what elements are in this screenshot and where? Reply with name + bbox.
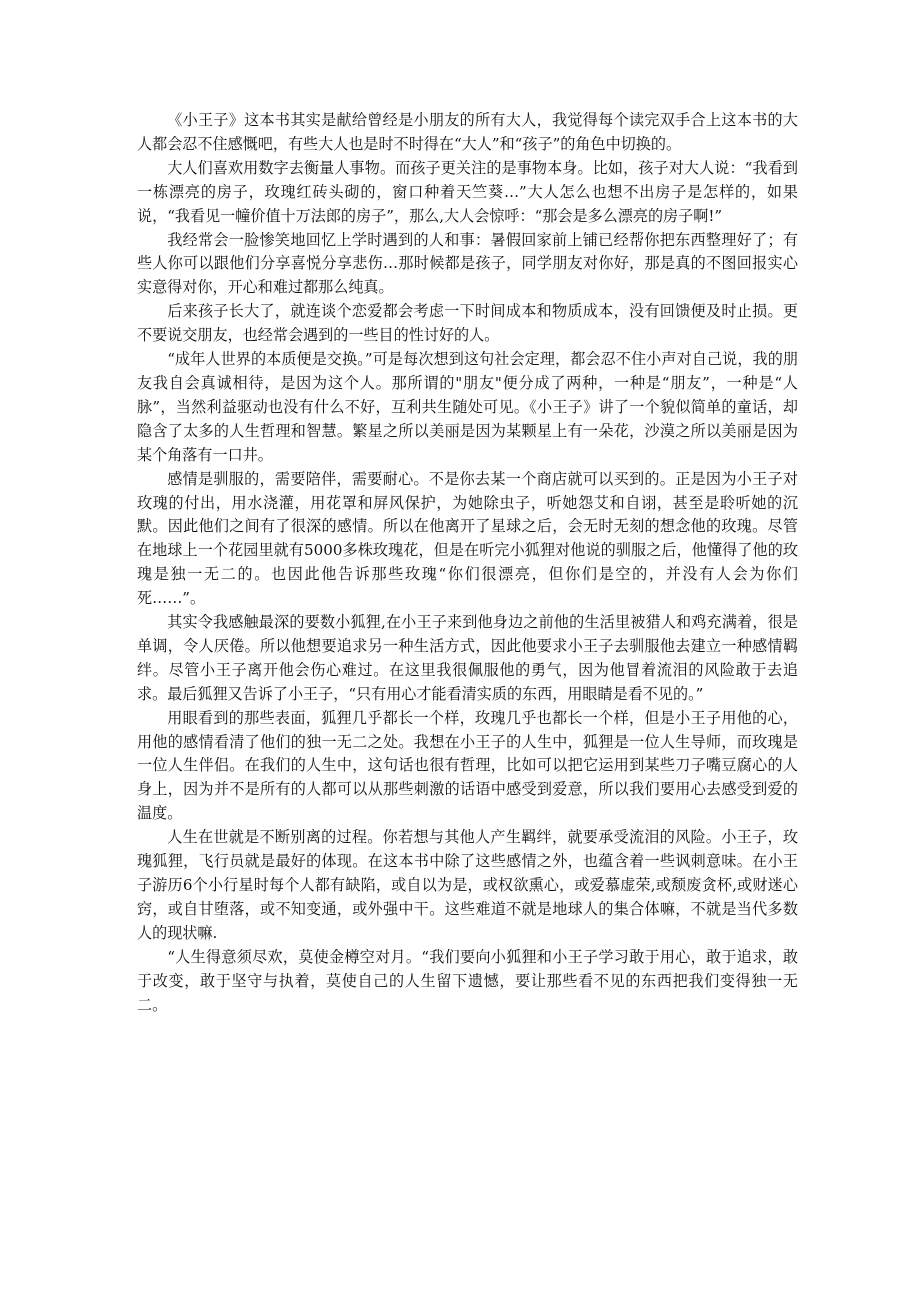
document-body xyxy=(137,109,798,1017)
paragraph-2: 大人们喜欢用数字去衡量人事物。而孩子更关注的是事物本身。比如，孩子对大人说：“我看到一栋漂亮的房子，玫瑰红砖头砌的，窗口种着天竺葵…”大人怎么也想不出房子是怎样的，如果说，“我看见一幢价值十万法郎的房子”，那么,大人会惊呼：“那会是多么漂亮的房子啊!” xyxy=(137,158,798,225)
paragraph-9: 人生在世就是不断别离的过程。你若想与其他人产生羁绊，就要承受流泪的风险。小王子，玫瑰狐狸，飞行员就是最好的体现。在这本书中除了这些感情之外，也蕴含着一些讽刺意味。在小王子游历6个小行星时每个人都有缺陷，或自以为是，或权欲熏心，或爱慕虚荣,或颓废贪杯,或财迷心窍，或自甘堕落，或不知变通，或外强中干。这些难道不就是地球人的集合体嘛，不就是当代多数人的现状嘛. xyxy=(137,828,798,942)
paragraph-7: 其实令我感触最深的要数小狐狸,在小王子来到他身边之前他的生活里被猎人和鸡充满着，很是单调，令人厌倦。所以他想要追求另一种生活方式，因此他要求小王子去驯服他去建立一种感情羁绊。尽管小王子离开他会伤心难过。在这里我很佩服他的勇气，因为他冒着流泪的风险敢于去追求。最后狐狸又告诉了小王子，“只有用心才能看清实质的东西，用眼睛是看不见的。” xyxy=(137,613,798,703)
paragraph-4: 后来孩子长大了，就连谈个恋爱都会考虑一下时间成本和物质成本，没有回馈便及时止损。更不要说交朋友，也经常会遇到的一些目的性讨好的人。 xyxy=(137,302,798,345)
paragraph-3: 我经常会一脸惨笑地回忆上学时遇到的人和事：暑假回家前上铺已经帮你把东西整理好了；有些人你可以跟他们分享喜悦分享悲伤…那时候都是孩子，同学朋友对你好，那是真的不图回报实心实意得对你，开心和难过都那么纯真。 xyxy=(137,230,798,297)
paragraph-5: “成年人世界的本质便是交换。”可是每次想到这句社会定理，都会忍不住小声对自己说，我的朋友我自会真诚相待，是因为这个人。那所谓的"朋友"便分成了两种，一种是“朋友”，一种是“人脉”，当然利益驱动也没有什么不好，互利共生随处可见。《小王子》讲了一个貌似简单的童话，却隐含了太多的人生哲理和智慧。繁星之所以美丽是因为某颗星上有一朵花，沙漠之所以美丽是因为某个角落有一口井。 xyxy=(137,350,798,464)
paragraph-8: 用眼看到的那些表面，狐狸几乎都长一个样，玫瑰几乎也都长一个样，但是小王子用他的心，用他的感情看清了他们的独一无二之处。我想在小王子的人生中，狐狸是一位人生导师，而玫瑰是一位人生伴侣。在我们的人生中，这句话也很有哲理，比如可以把它运用到某些刀子嘴豆腐心的人身上，因为并不是所有的人都可以从那些刺激的话语中感受到爱意，所以我们要用心去感受到爱的温度。 xyxy=(137,708,798,823)
paragraph-1: 《小王子》这本书其实是献给曾经是小朋友的所有大人，我觉得每个读完双手合上这本书的大人都会忍不住感慨吧，有些大人也是时不时得在“大人”和“孩子”的角色中切换的。 xyxy=(137,111,798,153)
paragraph-10: “人生得意须尽欢，莫使金樽空对月。“我们要向小狐狸和小王子学习敢于用心，敢于追求，敢于改变，敢于坚守与执着，莫使自己的人生留下遗憾，要让那些看不见的东西把我们变得独一无二。 xyxy=(137,947,798,1014)
paragraph-6: 感情是驯服的，需要陪伴，需要耐心。不是你去某一个商店就可以买到的。正是因为小王子对玫瑰的付出，用水浇灌，用花罩和屏风保护，为她除虫子，听她怨艾和自诩，甚至是聆听她的沉默。因此他们之间有了很深的感情。所以在他离开了星球之后，会无时无刻的想念他的玫瑰。尽管在地球上一个花园里就有5000多株玫瑰花，但是在听完小狐狸对他说的驯服之后，他懂得了他的玫瑰是独一无二的。也因此他告诉那些玫瑰“你们很漂亮，但你们是空的，并没有人会为你们死……”。 xyxy=(137,469,798,608)
